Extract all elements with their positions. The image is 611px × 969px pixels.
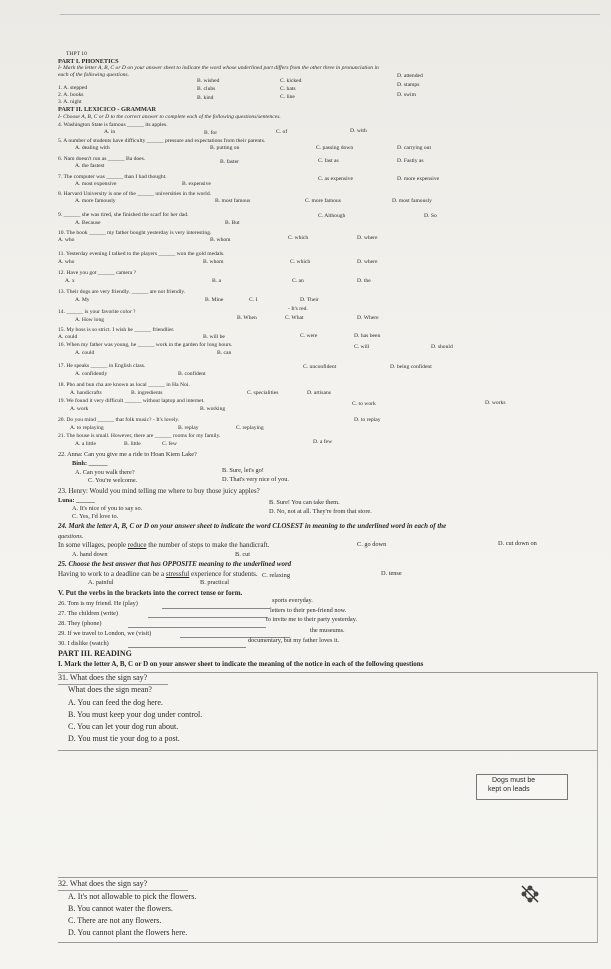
q22-option-b[interactable]: B. Sure, let's go!	[222, 467, 264, 474]
q23-option-a[interactable]: A. It's nice of you to say so.	[72, 505, 143, 512]
q12-stem: 12. Have you got ______ camera ?	[58, 270, 137, 276]
q24-option-a[interactable]: A. hand down	[72, 551, 108, 558]
q20-option-d[interactable]: D. to replay	[354, 417, 381, 423]
part3-instruction: I. Mark the letter A, B, C or D on your answer sheet to indicate the meaning of the notice in each of the following questions	[58, 660, 424, 668]
q6-stem: 6. Nam doesn't run as ______ Ba does.	[58, 156, 146, 162]
q2-option-c[interactable]: C. hats	[280, 86, 296, 92]
q32-option-a[interactable]: A. It's not allowable to pick the flowers.	[68, 892, 197, 901]
q15-stem: 15. My boss is so strict. I wish he ______ friendlier.	[58, 327, 175, 333]
q14-option-d[interactable]: D. Where	[357, 315, 379, 321]
q15-option-c[interactable]: C. were	[300, 333, 318, 339]
q13-option-b[interactable]: B. Mine	[205, 297, 224, 303]
q28-stem: 28. They (phone)	[58, 620, 102, 627]
q7-option-b[interactable]: B. expensive	[182, 181, 211, 187]
part1-instruction: I- Mark the letter A, B, C or D on your answer sheet to indicate the word whose underlined part differs from the other three in pronunciation in	[58, 65, 379, 71]
top-rule	[60, 14, 600, 15]
q22-option-c[interactable]: C. You're welcome.	[88, 477, 138, 484]
q8-option-c[interactable]: C. more famous	[305, 198, 341, 204]
part5-title: V. Put the verbs in the brackets into the correct tense or form.	[58, 589, 243, 597]
q12-option-c[interactable]: C. an	[292, 278, 304, 284]
q25-stem-pre: Having to work to a deadline can be a	[58, 570, 166, 578]
q25-option-a[interactable]: A. painful	[88, 579, 114, 586]
q32-option-d[interactable]: D. You cannot plant the flowers here.	[68, 928, 188, 937]
q14-reply: - It's red.	[288, 306, 308, 312]
q32-bottom-rule	[58, 942, 598, 943]
q22-option-a[interactable]: A. Can you walk there?	[75, 469, 135, 476]
q17-option-a[interactable]: A. confidently	[75, 371, 108, 377]
q27-stem-end: letters to their pen-friend now.	[270, 607, 347, 614]
q29-stem-end: the museums.	[310, 627, 345, 634]
q30-stem-end: documentary, but my father loves it.	[248, 637, 340, 644]
q12-option-b[interactable]: B. a	[212, 278, 222, 284]
q23-stem: 23. Henry: Would you mind telling me where to buy those juicy apples?	[58, 487, 260, 495]
q24-instruction: 24. Mark the letter A, B, C or D on your answer sheet to indicate the word CLOSEST in meaning to the underlined word in each of the	[58, 522, 447, 530]
q17-stem: 17. He speaks ______ in English class.	[58, 363, 146, 369]
q18-option-a[interactable]: A. handicrafts	[70, 390, 102, 396]
q14-stem: 14. ______ is your favorite color ?	[58, 309, 136, 315]
q4-option-d[interactable]: D. with	[350, 128, 367, 134]
part2-title: PART II. LEXICICO - GRAMMAR	[58, 106, 157, 113]
q3-option-b[interactable]: B. kind	[197, 95, 214, 101]
q23-option-c[interactable]: C. Yes, I'd love to.	[72, 513, 119, 520]
q21-option-b[interactable]: B. little	[124, 441, 141, 447]
q7-stem: 7. The computer was ______ than I had thought.	[58, 174, 167, 180]
q23-option-b[interactable]: B. Sure! You can take them.	[269, 499, 340, 506]
dogs-sign-line1: Dogs must be	[492, 777, 536, 784]
q19-stem: 19. We found it very difficult ______ without laptop and internet.	[58, 398, 205, 404]
q9-option-c[interactable]: C. Although	[318, 213, 346, 219]
q31-option-a[interactable]: A. You can feed the dog here.	[68, 698, 163, 707]
q24-option-b[interactable]: B. cut	[235, 551, 251, 558]
q4-option-a[interactable]: A. in	[104, 129, 116, 135]
q24-instruction-cont: questions.	[58, 533, 84, 540]
q4-option-b[interactable]: B. for	[204, 130, 218, 136]
q8-option-a[interactable]: A. more famously	[75, 198, 116, 204]
q10-option-b[interactable]: B. whom	[210, 237, 231, 243]
dogs-sign-line2: kept on leads	[488, 786, 530, 793]
q4-stem: 4. Washington State is famous ______ its apples.	[58, 122, 168, 128]
q25-underlined-word: stressful	[165, 570, 190, 578]
q25-option-d[interactable]: D. tense	[381, 570, 402, 577]
q12-option-a[interactable]: A. x	[65, 278, 75, 284]
q11-option-d[interactable]: D. where	[357, 259, 378, 265]
q24-option-c[interactable]: C. go down	[357, 541, 387, 548]
q31-sub-question: What does the sign mean?	[68, 685, 152, 694]
q2-option-b[interactable]: B. clubs	[197, 86, 216, 92]
q24-underlined-word: reduce	[127, 541, 147, 549]
no-flower-picking-icon	[500, 883, 560, 905]
q17-option-b[interactable]: B. confident	[178, 371, 206, 377]
q25-instruction: 25. Choose the best answer that has OPPOSITE meaning to the underlined word	[58, 560, 292, 568]
q11-option-a[interactable]: A. who	[58, 259, 75, 265]
q8-option-d[interactable]: D. most famously	[392, 198, 432, 204]
q18-option-b[interactable]: B. ingredients	[131, 390, 163, 396]
q23-option-d[interactable]: D. No, not at all. They're from that store.	[269, 508, 372, 515]
q31-bottom-rule	[58, 750, 598, 751]
part2-instruction: I- Choose A, B, C or D to the correct answer to complete each of the following questions/sentences.	[58, 114, 281, 120]
q20-option-a[interactable]: A. to replaying	[70, 425, 104, 431]
part1-title: PART I. PHONETICS	[58, 58, 119, 65]
q6-option-a[interactable]: A. the fastest	[75, 163, 105, 169]
q25-stem-post: experience for students.	[189, 570, 258, 578]
q13-option-d[interactable]: D. Their	[300, 297, 319, 303]
q22-option-d[interactable]: D. That's very nice of you.	[222, 476, 289, 483]
q5-option-b[interactable]: B. putting on	[210, 145, 240, 151]
q20-stem: 20. Do you mind ______ that folk music? - It's lovely.	[58, 417, 180, 423]
q21-option-c[interactable]: C. few	[162, 441, 177, 447]
q5-option-c[interactable]: C. passing down	[316, 145, 354, 151]
q19-option-b[interactable]: B. working	[200, 406, 226, 412]
q21-option-a[interactable]: A. a little	[75, 441, 96, 447]
q13-stem: 13. Their dogs are very friendly. ______ are not friendly.	[58, 289, 186, 295]
q18-option-c[interactable]: C. specialities	[247, 390, 279, 396]
q29-stem: 29. If we travel to London, we (visit)	[58, 630, 152, 637]
q12-option-d[interactable]: D. the	[357, 278, 371, 284]
q19-option-d[interactable]: D. works	[485, 400, 506, 406]
q8-option-b[interactable]: B. most famous	[215, 198, 251, 204]
q17-option-d[interactable]: D. being confident	[390, 364, 432, 370]
q19-option-c[interactable]: C. to work	[352, 401, 376, 407]
q27-stem: 27. The children (write)	[58, 610, 119, 617]
q25-stem	[58, 571, 258, 578]
q26-stem: 26. Tom is my friend. He (play)	[58, 600, 138, 607]
q32-option-b[interactable]: B. You cannot water the flowers.	[68, 904, 173, 913]
q28-stem-end: to invite me to their party yesterday.	[266, 616, 358, 623]
q10-option-a[interactable]: A. who	[58, 237, 75, 243]
q9-option-a[interactable]: A. Because	[75, 220, 101, 226]
q1-option-b[interactable]: B. wished	[197, 78, 220, 84]
q4-option-c[interactable]: C. of	[276, 129, 288, 135]
q9-option-b[interactable]: B. But	[225, 220, 240, 226]
q14-option-c[interactable]: C. What	[285, 315, 304, 321]
q18-option-d[interactable]: D. artisans	[307, 390, 331, 396]
q30-stem: 30. I dislike (watch)	[58, 640, 109, 647]
q1-option-a[interactable]: 1. A. stepped	[58, 85, 88, 91]
q11-option-b[interactable]: B. whom	[203, 259, 224, 265]
q11-option-c[interactable]: C. which	[290, 259, 311, 265]
q17-option-c[interactable]: C. unconfident	[303, 364, 337, 370]
q31-option-b[interactable]: B. You must keep your dog under control.	[68, 710, 203, 719]
q18-stem: 18. Pho and bun cha are known as local ______ in Ha Noi.	[58, 382, 190, 388]
q6-option-d[interactable]: D. Fastly as	[397, 158, 424, 164]
q2-option-a[interactable]: 2. A. books	[58, 92, 84, 98]
q25-option-c[interactable]: C. relaxing	[262, 572, 290, 579]
q10-option-c[interactable]: C. which	[288, 235, 309, 241]
q13-option-c[interactable]: C. I	[249, 297, 258, 303]
q5-option-d[interactable]: D. carrying out	[397, 145, 432, 151]
exam-code: THPT 10	[66, 51, 87, 57]
q24-stem-pre: In some villages, people	[58, 541, 128, 549]
q10-stem: 10. The book ______ my father bought yesterday is very interesting.	[58, 230, 212, 236]
q21-option-d[interactable]: D. a few	[313, 439, 333, 445]
q28-blank[interactable]	[128, 627, 266, 628]
q32-stem-rule	[58, 890, 188, 891]
q22-speaker: Binh: ______	[72, 460, 108, 467]
q16-option-d[interactable]: D. should	[431, 344, 453, 350]
q8-stem: 8. Harvard University is one of the ______ universities in the world.	[58, 191, 212, 197]
q1-option-d[interactable]: D. attended	[397, 73, 423, 79]
q20-option-b[interactable]: B. replay	[178, 425, 199, 431]
q3-option-d[interactable]: D. swim	[397, 92, 416, 98]
q24-stem-post: the number of steps to make the handicraft.	[146, 541, 270, 549]
q32-stem: 32. What does the sign say?	[58, 879, 148, 888]
q16-option-b[interactable]: B. can	[217, 350, 232, 356]
q31-stem: 31. What does the sign say?	[58, 673, 148, 682]
q16-option-c[interactable]: C. will	[354, 344, 370, 350]
q32-option-c[interactable]: C. There are not any flowers.	[68, 916, 162, 925]
q10-option-d[interactable]: D. where	[357, 235, 378, 241]
q31-option-d[interactable]: D. You must tie your dog to a post.	[68, 734, 180, 743]
q22-stem: 22. Anna: Can you give me a ride to Hoan Kiem Lake?	[58, 451, 197, 458]
q7-option-d[interactable]: D. more expensive	[397, 176, 440, 182]
q31-option-c[interactable]: C. You can let your dog run about.	[68, 722, 179, 731]
q15-option-d[interactable]: D. has been	[354, 333, 381, 339]
q7-option-a[interactable]: A. most expensive	[75, 181, 117, 187]
q26-stem-end: sports everyday.	[272, 597, 313, 604]
q25-option-b[interactable]: B. practical	[200, 579, 230, 586]
q1-option-c[interactable]: C. kicked	[280, 78, 302, 84]
q9-option-d[interactable]: D. So	[424, 213, 437, 219]
q15-option-a[interactable]: A. could	[58, 334, 78, 340]
q9-stem: 9. ______ she was tired, she finished the scarf for her dad.	[58, 212, 189, 218]
q20-option-c[interactable]: C. replaying	[236, 425, 264, 431]
q16-option-a[interactable]: A. could	[75, 350, 95, 356]
q2-option-d[interactable]: D. stamps	[397, 82, 420, 88]
part3-title: PART III. READING	[58, 649, 132, 658]
q27-blank[interactable]	[148, 617, 268, 618]
q11-stem: 11. Yesterday evening I talked to the players ______ won the gold medals.	[58, 251, 225, 257]
q16-stem: 16. When my father was young, he ______ work in the garden for long hours.	[58, 342, 233, 348]
q24-option-d[interactable]: D. cut down on	[498, 540, 537, 547]
q21-stem: 21. The house is small. However, there are ______ rooms for my family.	[58, 433, 221, 439]
q15-option-b[interactable]: B. will be	[203, 334, 225, 340]
q30-blank[interactable]	[128, 647, 246, 648]
q6-option-b[interactable]: B. faster	[220, 159, 239, 165]
q5-option-a[interactable]: A. dealing with	[75, 145, 110, 151]
q5-stem: 5. A number of students have difficulty ______ pressure and expectations from their parents.	[58, 138, 266, 144]
q13-option-a[interactable]: A. My	[75, 297, 90, 303]
q3-option-a[interactable]: 3. A. night	[58, 99, 82, 105]
q14-option-a[interactable]: A. How long	[75, 317, 105, 323]
q26-blank[interactable]	[162, 608, 270, 609]
q3-option-c[interactable]: C. line	[280, 94, 295, 100]
q19-option-a[interactable]: A. work	[70, 406, 89, 412]
q24-stem	[58, 542, 270, 549]
q32-top-rule	[58, 877, 598, 878]
reading-box-right-edge	[597, 672, 598, 942]
q23-speaker: Luna: ______	[58, 497, 95, 504]
q7-option-c[interactable]: C. as expensive	[318, 176, 353, 182]
q14-option-b[interactable]: B. When	[237, 315, 257, 321]
q6-option-c[interactable]: C. fast as	[318, 158, 339, 164]
part1-instruction-cont: each of the following questions.	[58, 72, 130, 78]
